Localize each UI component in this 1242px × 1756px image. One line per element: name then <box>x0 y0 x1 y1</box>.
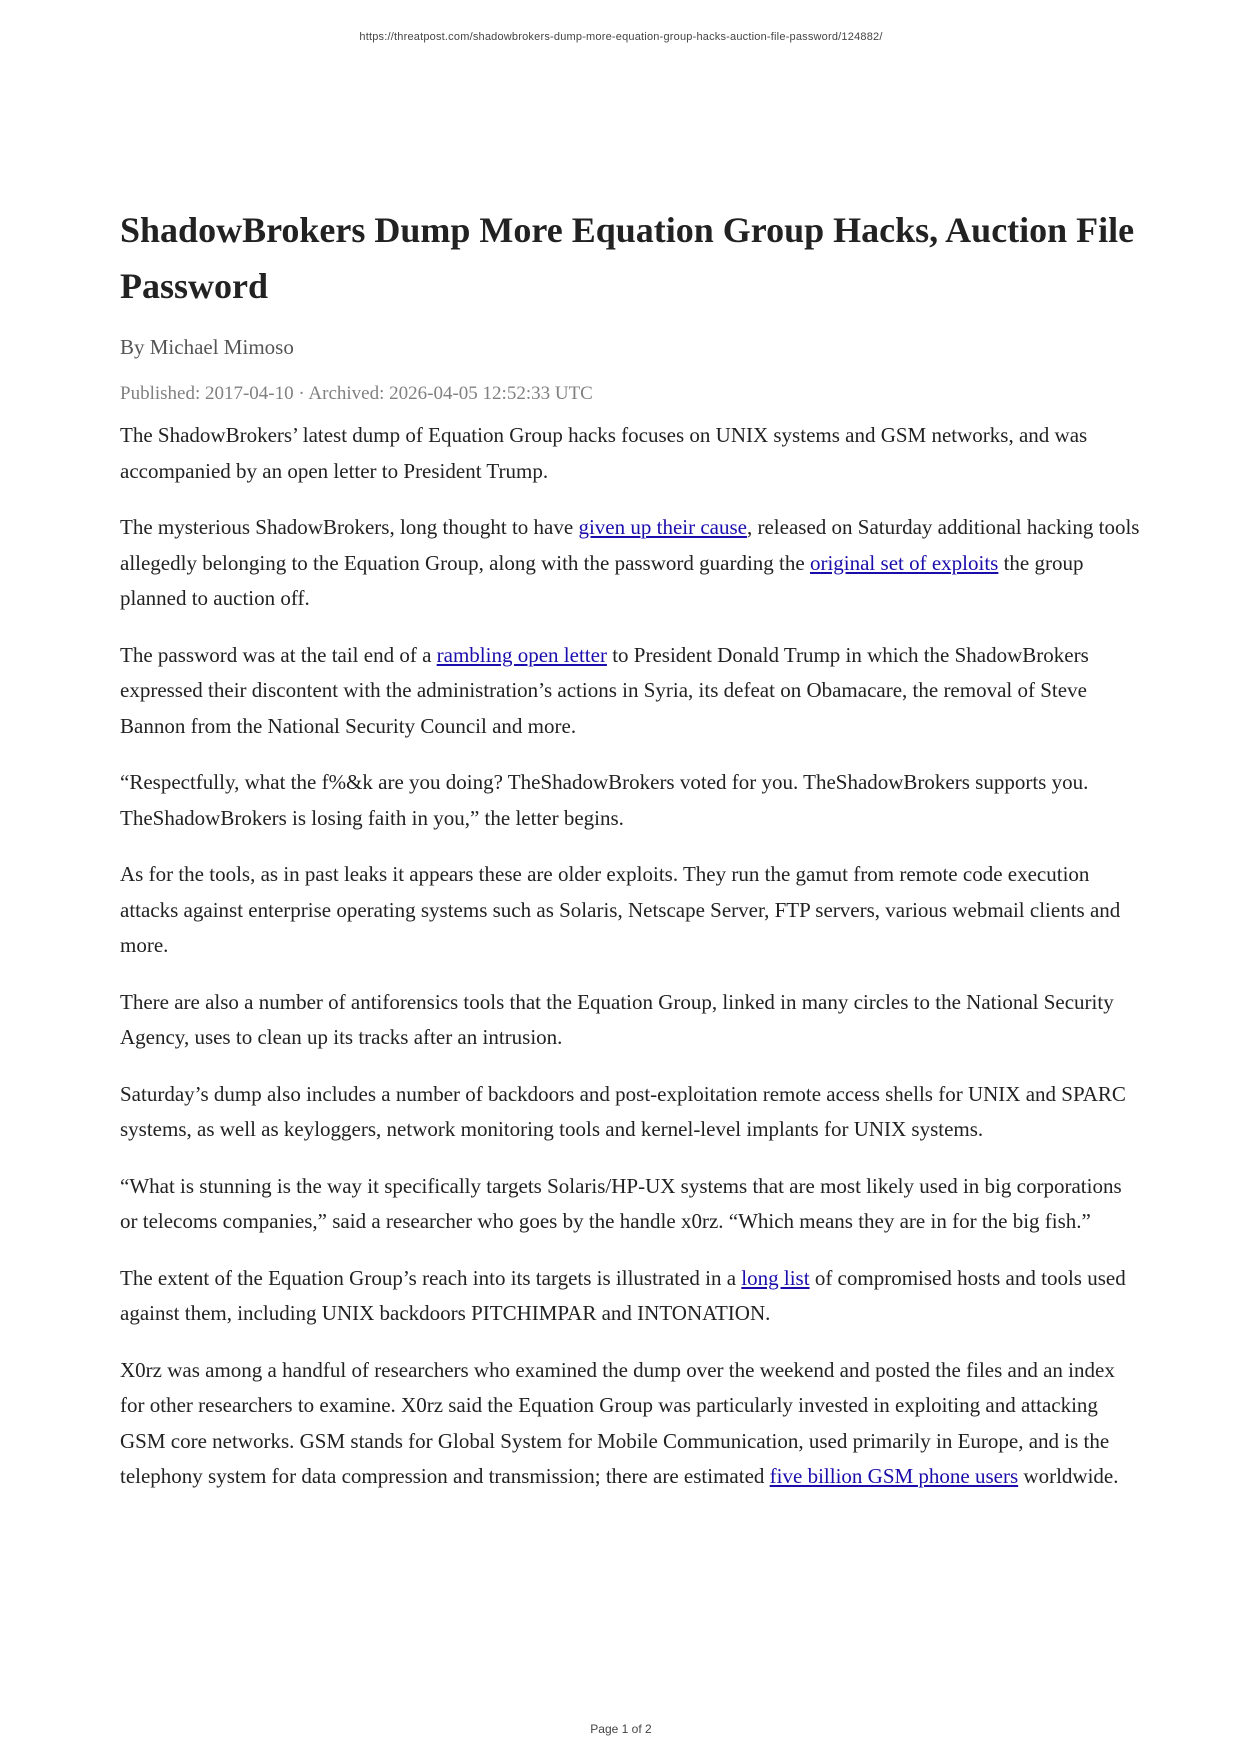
paragraph-8 <box>120 1169 1140 1240</box>
paragraph-text: of compromised hosts and tools used against them, including UNIX backdoors PITCHIMPAR and INTONATION. <box>120 1265 1126 1325</box>
paragraph-3 <box>120 638 1140 745</box>
link-long-list[interactable]: long list <box>741 1265 810 1290</box>
paragraph-4 <box>120 765 1140 836</box>
paragraph-text: The extent of the Equation Group’s reach into its targets is illustrated in a <box>120 1265 742 1290</box>
paragraph-10 <box>120 1353 1140 1495</box>
paragraph-text: “Respectfully, what the f%&k are you doing? TheShadowBrokers voted for you. TheShadowBrokers supports you. TheShadowBrokers is losing faith in you,” the letter begins. <box>120 770 1089 830</box>
paragraph-text: the group planned to auction off. <box>120 550 1084 610</box>
paragraph-9 <box>120 1261 1140 1332</box>
paragraph-text: worldwide. <box>1018 1464 1119 1488</box>
paragraph-text: The password was at the tail end of a <box>120 642 437 667</box>
paragraph-text: Saturday’s dump also includes a number of backdoors and post-exploitation remote access shells for UNIX and SPARC systems, as well as keyloggers, network monitoring tools and kernel-level implants for UNIX systems. <box>120 1081 1126 1141</box>
article <box>120 202 1140 1516</box>
paragraph-text: As for the tools, as in past leaks it appears these are older exploits. They run the gamut from remote code execution attacks against enterprise operating systems such as Solaris, Netscape Server, FTP servers, various webmail clients and more. <box>120 862 1121 957</box>
paragraph-5 <box>120 857 1140 964</box>
article-title: ShadowBrokers Dump More Equation Group Hacks, Auction File Password <box>120 210 1135 306</box>
paragraph-6 <box>120 985 1140 1056</box>
paragraph-text: The ShadowBrokers’ latest dump of Equation Group hacks focuses on UNIX systems and GSM networks, and was accompanied by an open letter to President Trump. <box>120 423 1088 483</box>
paragraph-text: The mysterious ShadowBrokers, long thought to have <box>120 515 579 539</box>
paragraph-2 <box>120 510 1140 617</box>
paragraph-text: , released on Saturday additional hacking tools allegedly belonging to the Equation Group, along with the password guarding the <box>120 515 1140 575</box>
publish-dates: Published: 2017-04-10 · Archived: 2026-04-05 12:52:33 UTC <box>120 383 593 404</box>
paragraph-1 <box>120 418 1140 489</box>
paragraph-text: to President Donald Trump in which the ShadowBrokers expressed their discontent with the administration’s actions in Syria, its defeat on Obamacare, the removal of Steve Bannon from the National Security Council and more. <box>120 642 1089 738</box>
paragraph-text: X0rz was among a handful of researchers who examined the dump over the weekend and posted the files and an index for other researchers to examine. X0rz said the Equation Group was particularly invested in exploiting and attacking GSM core networks. GSM stands for Global System for Mobile Communication, used primarily in Europe, and is the telephony system for data compression and transmission; there are estimated <box>120 1357 1115 1488</box>
paragraph-text: “What is stunning is the way it specifically targets Solaris/HP-UX systems that are most likely used in big corporations or telecoms companies,” said a researcher who goes by the handle x0rz. “Which means they are in for the big fish.” <box>120 1173 1122 1233</box>
link-given-up-their-cause[interactable]: given up their cause <box>578 515 747 539</box>
link-original-set-of-exploits[interactable]: original set of exploits <box>809 550 999 575</box>
article-body <box>120 418 1140 1495</box>
byline: By Michael Mimoso <box>120 335 294 359</box>
link-five-billion-gsm-phone-users[interactable]: five billion GSM phone users <box>769 1464 1019 1488</box>
link-rambling-open-letter[interactable]: rambling open letter <box>436 642 607 667</box>
page-url: https://threatpost.com/shadowbrokers-dump-more-equation-group-hacks-auction-file-password/124882/ <box>359 31 883 43</box>
paragraph-7 <box>120 1077 1140 1148</box>
paragraph-text: There are also a number of antiforensics tools that the Equation Group, linked in many circles to the National Security Agency, uses to clean up its tracks after an intrusion. <box>120 989 1114 1049</box>
page-indicator: Page 1 of 2 <box>590 1722 652 1736</box>
